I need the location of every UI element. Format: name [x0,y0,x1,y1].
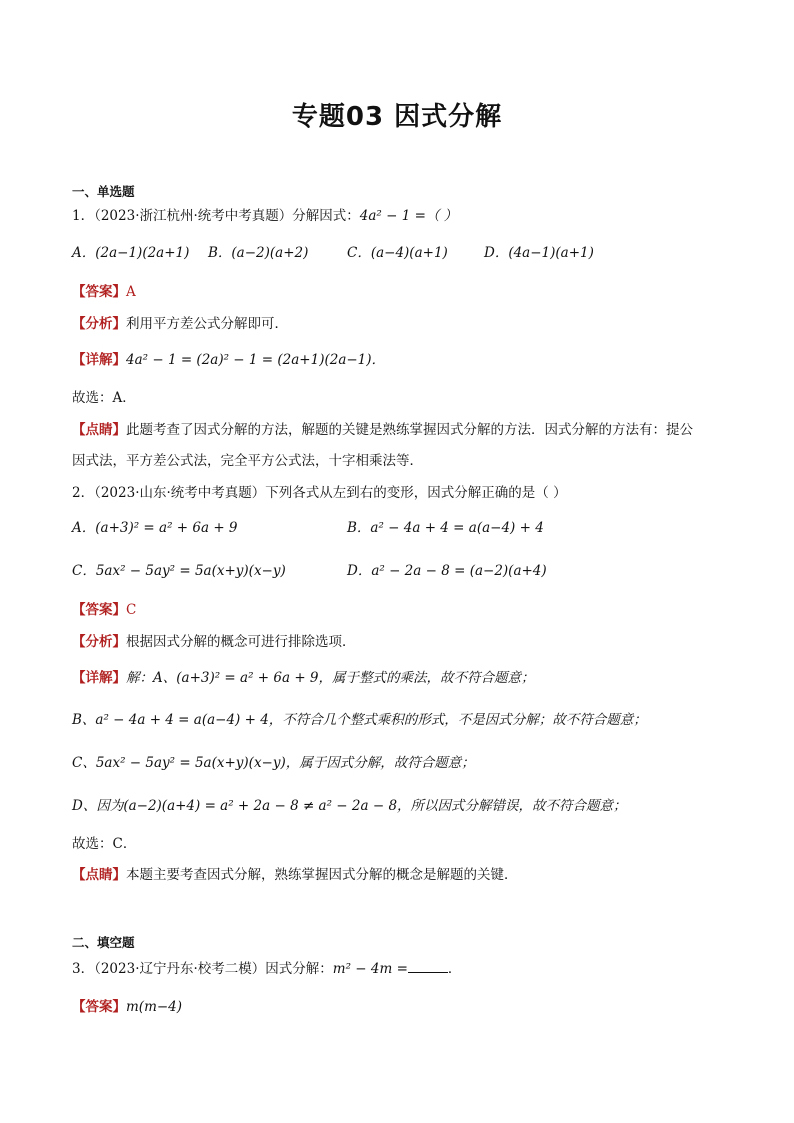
answer-value: m(m−4) [126,999,183,1015]
detail-text: 4a² − 1 = (2a)² − 1 = (2a+1)(2a−1)． [126,352,386,368]
question-1-analysis [72,315,288,333]
comment-tag: 【点睛】 [72,867,126,883]
comment-text: 本题主要考查因式分解，熟练掌握因式分解的概念是解题的关键． [126,867,518,883]
question-2-option-a: A．(a+3)² = a² + 6a + 9 [72,520,238,536]
section-heading-fill-blank: 二、填空题 [72,935,135,950]
question-2-detail-b: B、a² − 4a + 4 = a(a−4) + 4，不符合几个整式乘积的形式，不是因式分解；故不符合题意； [72,712,647,728]
question-2-stem: 2．（2023·山东·统考中考真题）下列各式从左到右的变形，因式分解正确的是（ ） [72,485,567,501]
question-1-detail [72,351,385,369]
question-3-answer [72,998,182,1016]
answer-blank [408,960,448,973]
question-2-analysis [72,633,356,651]
answer-tag: 【答案】 [72,999,126,1015]
answer-value: C [126,602,137,618]
analysis-tag: 【分析】 [72,316,126,332]
detail-tag: 【详解】 [72,670,126,686]
question-2-option-d: D．a² − 2a − 8 = (a−2)(a+4) [347,563,547,579]
question-2-detail-a [72,669,535,687]
section-heading-single-choice: 一、单选题 [72,184,135,199]
analysis-text: 根据因式分解的概念可进行排除选项． [126,634,356,650]
answer-tag: 【答案】 [72,602,126,618]
question-1-option-b: B．(a−2)(a+2) [208,245,309,261]
question-1-stem [72,207,457,225]
analysis-tag: 【分析】 [72,634,126,650]
question-1-options [72,244,722,262]
question-2-option-b: B．a² − 4a + 4 = a(a−4) + 4 [347,520,544,536]
question-2-options-row2 [72,562,722,580]
answer-value: A [126,284,136,300]
analysis-text: 利用平方差公式分解即可． [126,316,288,332]
question-3-suffix: ． [447,961,462,977]
question-1-choose: 故选：A． [72,390,136,406]
question-1-option-a: A．(2a−1)(2a+1) [72,245,190,261]
question-2-detail-d: D、因为(a−2)(a+4) = a² + 2a − 8 ≠ a² − 2a − 8，所以因式分解错误，故不符合题意； [72,798,627,814]
question-2-choose: 故选：C． [72,836,137,852]
question-2-detail-c: C、5ax² − 5ay² = 5a(x+y)(x−y)，属于因式分解，故符合题意； [72,755,475,771]
question-3-math: m² − 4m = [332,961,408,977]
question-2-option-c: C．5ax² − 5ay² = 5a(x+y)(x−y) [72,563,286,579]
detail-text-a: 解：A、(a+3)² = a² + 6a + 9，属于整式的乘法，故不符合题意； [126,670,535,686]
question-1-option-d: D．(4a−1)(a+1) [484,245,594,261]
question-1-prefix: 1．（2023·浙江杭州·统考中考真题）分解因式： [72,208,360,224]
question-1-math: 4a² − 1 =（ ） [359,208,458,224]
question-1-answer [72,283,136,301]
question-2-answer [72,601,136,619]
question-3-stem [72,960,461,978]
comment-text-line1: 此题考查了因式分解的方法，解题的关键是熟练掌握因式分解的方法．因式分解的方法有：提公 [126,422,693,438]
question-2-options-row1 [72,519,722,537]
question-2-comment [72,866,518,884]
page-title: 专题03 因式分解 [291,102,503,132]
answer-tag: 【答案】 [72,284,126,300]
question-3-prefix: 3．（2023·辽宁丹东·校考二模）因式分解： [72,961,333,977]
detail-tag: 【详解】 [72,352,126,368]
question-1-option-c: C．(a−4)(a+1) [347,245,448,261]
comment-tag: 【点睛】 [72,422,126,438]
question-1-comment-line2: 因式法，平方差公式法，完全平方公式法，十字相乘法等． [72,453,423,469]
question-1-comment [72,421,693,439]
